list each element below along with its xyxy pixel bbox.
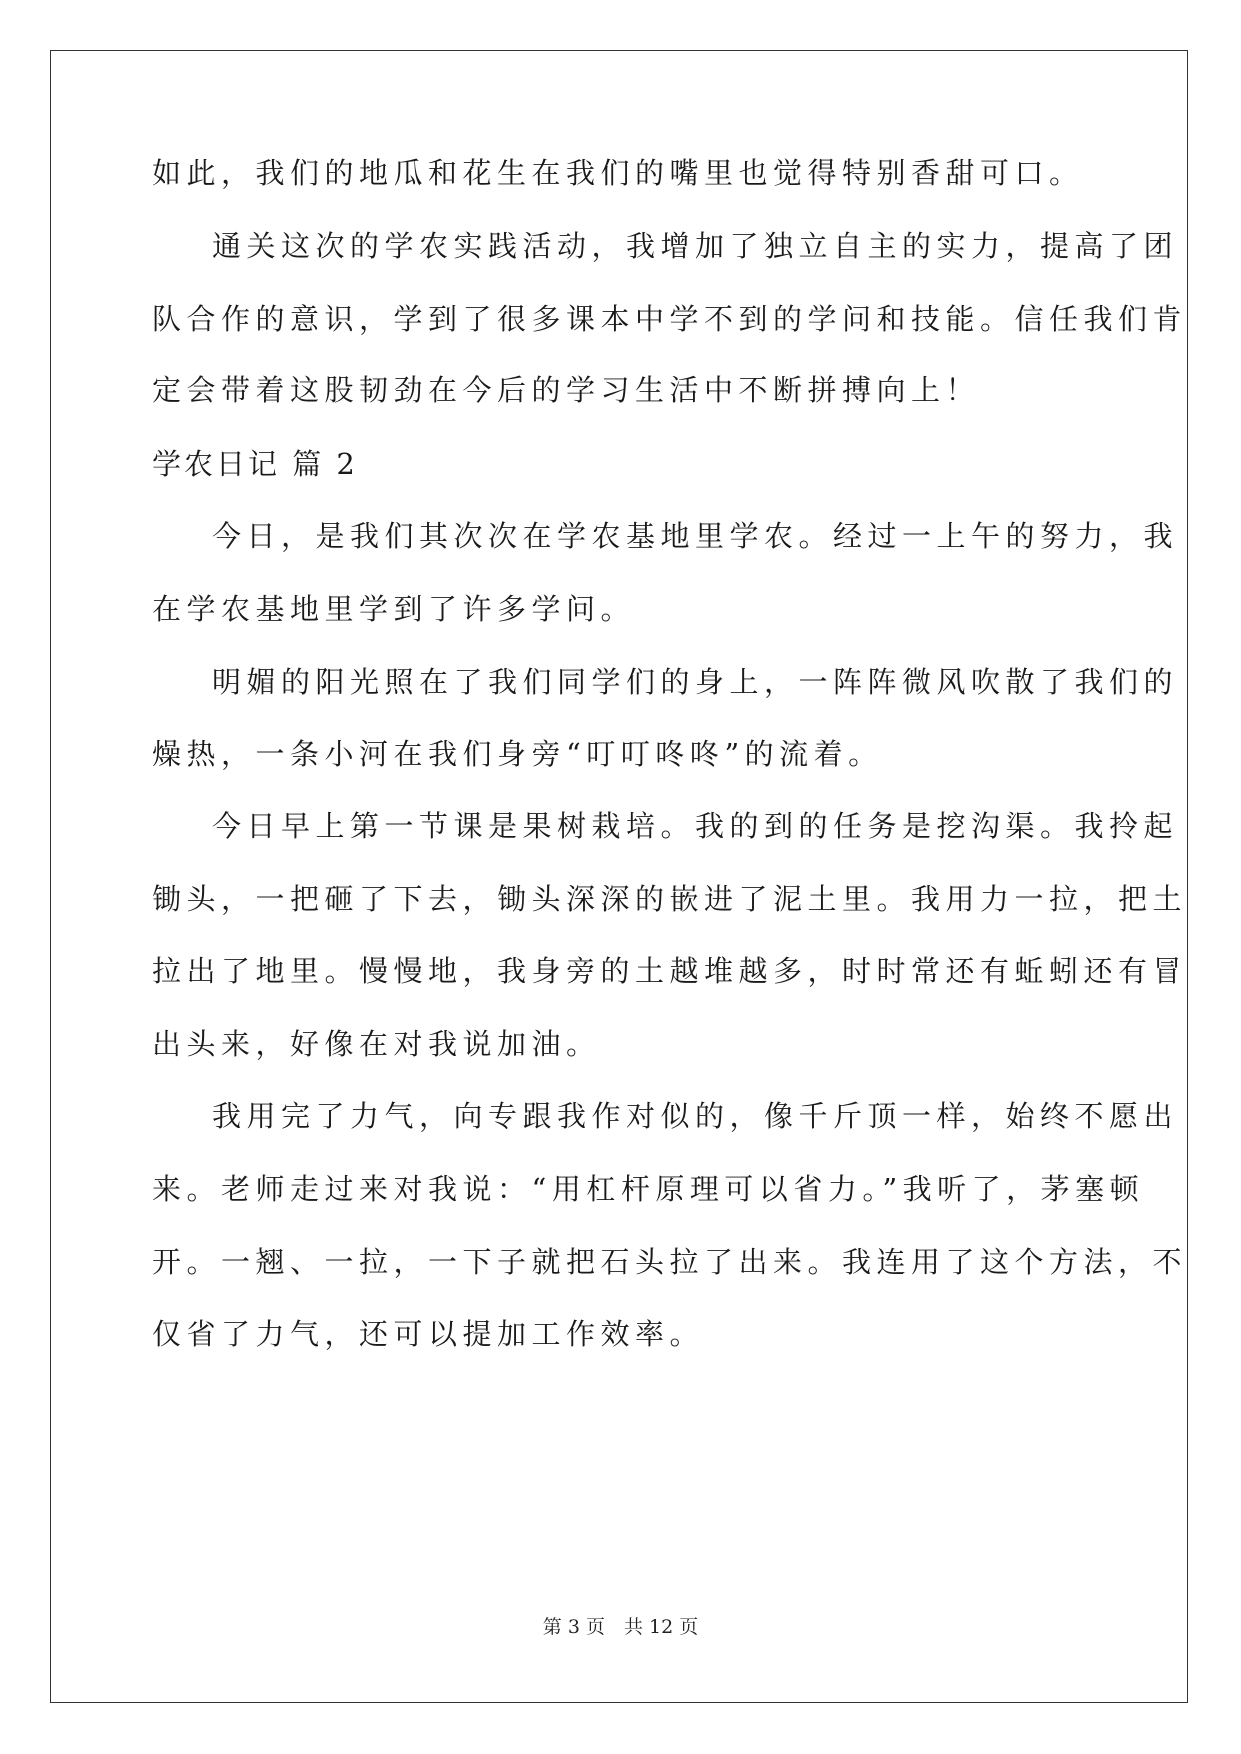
page-number: 第 3 页 共 12 页 [542, 1616, 699, 1638]
text-line-1: 如此，我们的地瓜和花生在我们的嘴里也觉得特别香甜可口。 [152, 156, 1084, 190]
text-line-3: 队合作的意识，学到了很多课本中学不到的学问和技能。信任我们肯 [152, 302, 1188, 336]
text-line-14: 我用完了力气，向专跟我作对似的，像千斤顶一样，始终不愿出 [212, 1099, 1179, 1133]
text-line-2: 通关这次的学农实践活动，我增加了独立自主的实力，提高了团 [212, 229, 1179, 263]
text-line-11: 锄头，一把砸了下去，锄头深深的嵌进了泥土里。我用力一拉，把土 [152, 882, 1188, 916]
text-line-16: 开。一翘、一拉，一下子就把石头拉了出来。我连用了这个方法，不 [152, 1245, 1188, 1279]
text-line-8: 明媚的阳光照在了我们同学们的身上，一阵阵微风吹散了我们的 [212, 665, 1179, 699]
text-line-10: 今日早上第一节课是果树栽培。我的到的任务是挖沟渠。我拎起 [212, 809, 1179, 843]
text-line-4: 定会带着这股韧劲在今后的学习生活中不断拼搏向上！ [152, 373, 981, 407]
text-line-12: 拉出了地里。慢慢地，我身旁的土越堆越多，时时常还有蚯蚓还有冒 [152, 954, 1188, 988]
text-line-13: 出头来，好像在对我说加油。 [152, 1027, 601, 1061]
text-line-15: 来。老师走过来对我说：“用杠杆原理可以省力。”我听了，茅塞顿 [152, 1172, 1145, 1206]
text-line-7: 在学农基地里学到了许多学问。 [152, 592, 636, 626]
page-border [50, 50, 1188, 1703]
text-line-9: 燥热，一条小河在我们身旁“叮叮咚咚”的流着。 [152, 737, 883, 771]
text-line-17: 仅省了力气，还可以提加工作效率。 [152, 1317, 705, 1351]
section-heading: 学农日记 篇 2 [152, 447, 358, 481]
text-line-6: 今日，是我们其次次在学农基地里学农。经过一上午的努力，我 [212, 519, 1179, 553]
